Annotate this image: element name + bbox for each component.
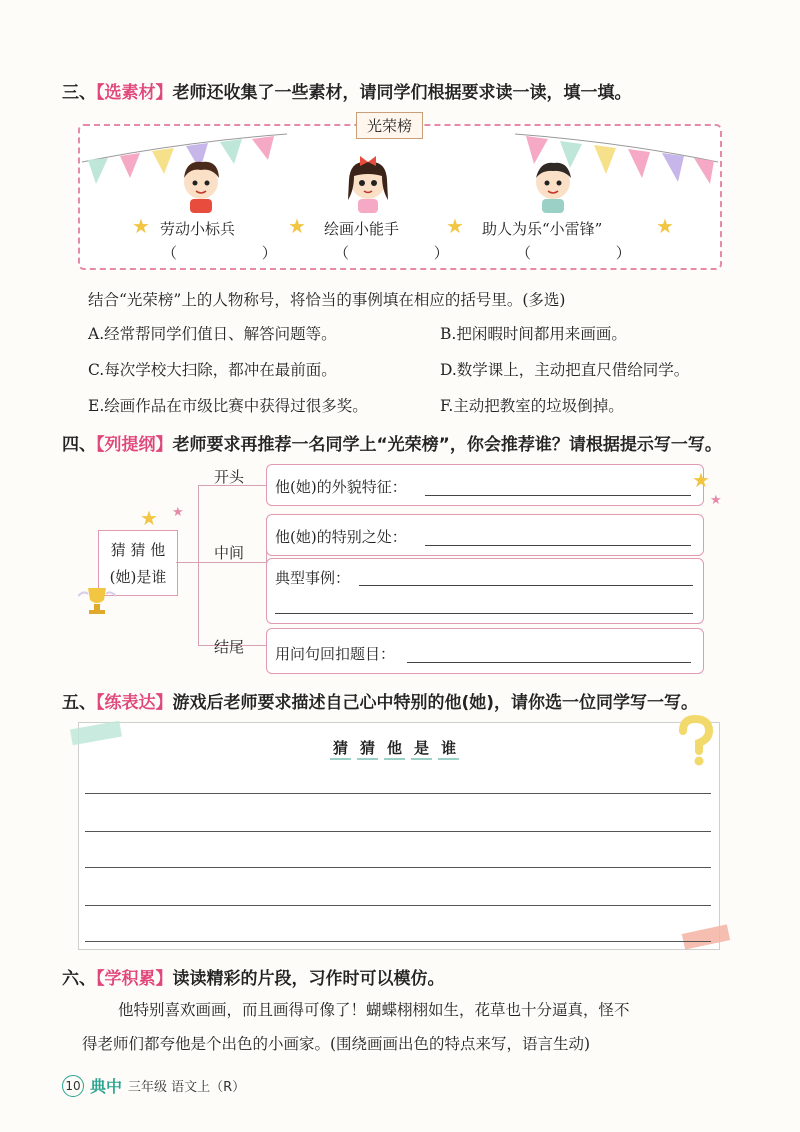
q4-heading: 四、【列提纲】老师要求再推荐一名同学上“光荣榜”，你会推荐谁？请根据提示写一写。 [62,435,722,455]
answer-paren-2[interactable]: （ ） [334,244,489,262]
option-d: D.数学课上，主动把直尺借给同学。 [440,361,690,379]
boy2-avatar-icon [528,156,578,216]
board-title: 光荣榜 [356,112,423,139]
branch-label-end: 结尾 [214,638,245,656]
q6-heading: 六、【学积累】读读精彩的片段，习作时可以模仿。 [62,969,445,989]
star-icon: ★ [710,493,722,508]
option-f: F.主动把教室的垃圾倒掉。 [440,397,624,415]
option-b: B.把闲暇时间都用来画画。 [440,325,627,343]
answer-line[interactable] [407,662,691,663]
star-icon: ★ [132,214,150,238]
writing-line[interactable] [85,867,711,868]
star-icon: ★ [172,505,184,520]
writing-line[interactable] [85,941,711,942]
answer-paren-1[interactable]: （ ） [162,244,317,262]
option-a: A.经常帮同学们值日、解答问题等。 [88,325,337,343]
star-icon: ★ [140,506,158,530]
star-icon: ★ [656,214,674,238]
star-icon: ★ [692,468,710,492]
q5-tag: 【练表达】 [96,693,173,713]
tape-decoration [70,721,122,745]
q3-instruction: 结合“光荣榜”上的人物称号，将恰当的事例填在相应的括号里。(多选) [88,291,566,309]
outline-center-card: 猜 猜 他 (她)是谁 [98,530,178,596]
q5-heading: 五、【练表达】游戏后老师要求描述自己心中特别的他(她)，请你选一位同学写一写。 [62,693,699,713]
prompt-box-appearance: 他(她)的外貌特征： [266,464,704,506]
option-c: C.每次学校大扫除，都冲在最前面。 [88,361,337,379]
prompt-box-ending: 用问句回扣题目： [266,628,704,674]
star-icon: ★ [288,214,306,238]
writing-line[interactable] [85,831,711,832]
option-e: E.绘画作品在市级比赛中获得过很多奖。 [88,397,368,415]
question-mark-icon [671,715,717,767]
q4-tag: 【列提纲】 [96,435,173,455]
answer-line[interactable] [425,545,691,546]
page-number: 10 [62,1075,84,1097]
tape-decoration [682,924,730,949]
answer-paren-3[interactable]: （ ） [516,244,671,262]
grade-label: 三年级 语文上（R） [128,1080,246,1095]
writing-line[interactable] [85,905,711,906]
answer-line[interactable] [359,585,693,586]
title-label-1: 劳动小标兵 [160,220,236,238]
honor-board [78,117,722,270]
q6-tag: 【学积累】 [96,969,173,989]
branch-label-start: 开头 [214,468,245,486]
brand-logo: 典中 [90,1077,123,1096]
page-footer [62,1074,245,1097]
q3-heading: 三、【选素材】老师还收集了一些素材，请同学们根据要求读一读，填一填。 [62,83,632,103]
excerpt-line-1: 他特别喜欢画画，而且画得可像了！蝴蝶栩栩如生，花草也十分逼真，怪不 [118,1001,630,1019]
q3-tag: 【选素材】 [96,83,173,103]
title-label-2: 绘画小能手 [324,220,400,238]
writing-line[interactable] [85,793,711,794]
answer-line[interactable] [425,495,691,496]
title-label-3: 助人为乐“小雷锋” [482,220,603,238]
tree-trunk [198,485,199,645]
answer-line[interactable] [275,613,693,614]
tree-connector [176,562,198,563]
branch-label-middle: 中间 [214,544,245,562]
trophy-icon [78,586,116,616]
prompt-box-example: 典型事例： [266,558,704,624]
star-icon: ★ [446,214,464,238]
girl-avatar-icon [338,150,398,216]
writing-frame [78,722,720,950]
boy-avatar-icon [176,156,226,216]
excerpt-line-2: 得老师们都夸他是个出色的小画家。(围绕画画出色的特点来写，语言生动) [82,1035,591,1053]
prompt-box-special: 他(她)的特别之处： [266,514,704,556]
writing-title: 猜 猜 他 是 谁 [327,737,462,760]
